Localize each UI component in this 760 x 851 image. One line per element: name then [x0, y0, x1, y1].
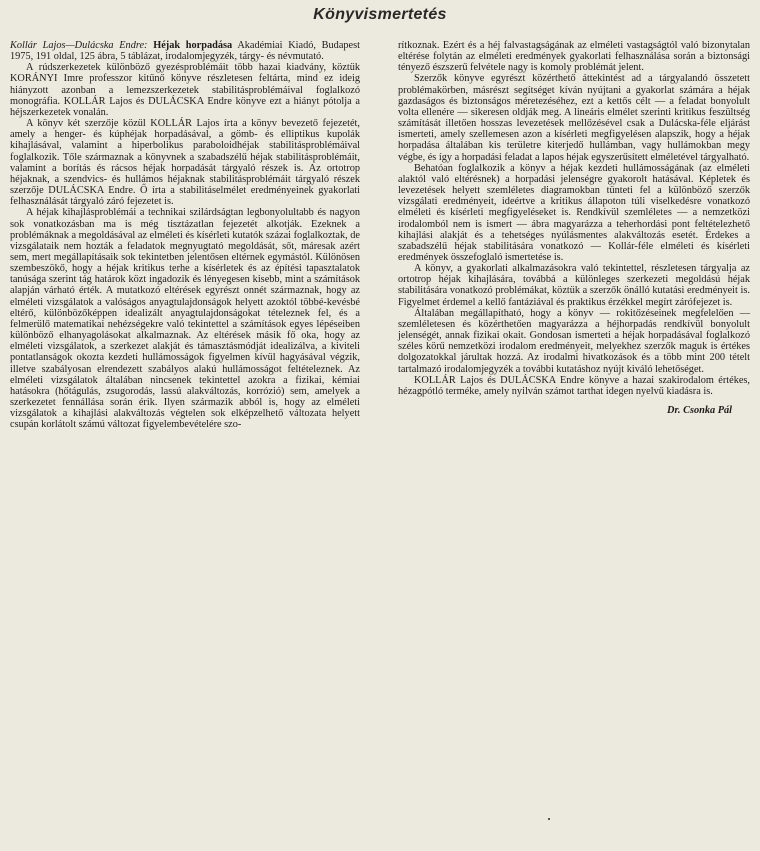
- print-speck: [548, 818, 550, 820]
- reference-authors: Kollár Lajos—Dulácska Endre:: [10, 40, 148, 51]
- left-column: [10, 40, 360, 430]
- paragraph: A könyv, a gyakorlati alkalmazásokra való tekintettel, részletesen tárgyalja az ortotrop héjak kihajlására, továbbá a különleges szerkezeti megoldású héjak stabilitására vonatkozó problémákat, köztük a szerzők önálló kutatási eredményeit is. Figyelmet érdemel a kellő fantáziával és praktikus érzékkel megírt zárófejezet is.: [398, 263, 750, 308]
- page-title: Könyvismertetés: [313, 6, 447, 23]
- book-reference: [10, 40, 360, 62]
- reference-details: Akadémiai Kiadó, Budapest 1975, 191 oldal, 125 ábra, 5 táblázat, irodalomjegyzék, tárgy- és névmutató.: [10, 40, 360, 63]
- paragraph: A könyv két szerzője közül KOLLÁR Lajos írta a könyv bevezető fejezetét, amely a henger- és kúphéjak horpadásával, a gömb- és elliptikus kupolák kihajlásával, valamint a hiperbolikus paraboloidhéjak stabilitásproblémáival foglalkozik. Tőle származnak a könyvnek a szabadszélű héjak stabilitásproblémáit, valamint a borítás és rácsos héjak horpadását tárgyaló részek is. Az ortotrop héjaknak, a szendvics- és hullámos héjaknak stabilitásproblémáit tárgyaló részek szerzője DULÁCSKA Endre. Ő írta a stabilitáselmélet eredményeinek gyakorlati felhasználását tárgyaló záró fejezetet is.: [10, 118, 360, 208]
- signature: Dr. Csonka Pál: [667, 405, 732, 416]
- paragraph: A rúdszerkezetek különböző gyezésproblémáit több hazai kiadvány, köztük KORÁNYI Imre professzor kitűnő könyve részletesen feltárta, mind ez ideig hiányzott azonban a lemezszerkezetek stabilitásproblémáival foglalkozó monográfia. KOLLÁR Lajos és DULÁCSKA Endre könyve ezt a hiányt pótolja a héjszerkezetek vonalán.: [10, 62, 360, 118]
- paragraph: rítkoznak. Ezért és a héj falvastagságának az elméleti vastagságtól való bizonytalan eltérése folytán az elméleti eredmények gyakorlati felhasználása során a biztonsági tényező észszerű felvétele nagy is komoly problémát jelent.: [398, 40, 750, 74]
- reference-book-title: Héjak horpadása: [153, 40, 233, 51]
- paragraph: Általában megállapítható, hogy a könyv — rokitőzéseinek megfelelően — szemléletesen és közérthetően magyarázza a héjhorpadás rendkívül bonyolult jelenségét, annak fizikai okait. Gondosan ismerteti a héjak horpadásával foglalkozó széles körű nemzetközi irodalom eredményeit, melyekhez szerzők maguk is értékes dolgozatokkal járultak hozzá. Az irodalmi hivatkozások és a több mint 200 tételt tartalmazó irodalomjegyzék a további kutatáshoz nyújt kiváló lehetőséget.: [398, 307, 750, 375]
- paragraph: A héjak kihajlásproblémái a technikai szilárdságtan legbonyolultabb és nagyon sok vonatkozásban ma is még tisztázatlan fejezetét alkotják. Ezeknek a problémáknak a megoldásával az elméleti és kísérleti kutatók százai foglalkoztak, de vizsgálataik nem hozták a feladatok megnyugtató megoldását, sőt, máresak azért sem, mert megállapításaik sok tekintetben jelentősen eltérnek egymástól. Különösen szembeszökő, hogy a héjak kritikus terhe a kísérletek és az építési tapasztalatok tanúsága szerint tág határok közt ingadozik és lényegesen kisebb, mint a számítások alapján várható érték. A mutatkozó eltérések egyrészt onnét származnak, hogy az elméleti vizsgálatok a valóságos anyagtulajdonságok helyett azoktól többé-kevésbé eltérő, különbözőképpen idealizált anyagtulajdonságokat tételeznek fel, és a felmerülő matematikai nehézségekre való tekintettel a számítások egyes lépéseiben különböző elhanyagolásokat alkalmaznak. Az eltérések másik fő oka, hogy az elméleti vizsgálatok, a szerkezet alakját és támasztásmódját idealizálva, a kiviteli pontatlanságok okozta kezdeti hullámosságok figyelmen kívül hagyásával végzik, illetve szabályosan elrendezett szabályos alakú hullámosságot feltételeznek. Az elméleti vizsgálatok általában nincsenek tekintettel azokra a fizikai, kémiai hatásokra (hőtágulás, zsugorodás, lassú alakváltozás, korrózió) sem, amelyek a szerkezetet fennállása során érik. Ilyen származik abból is, hogy az elméleti vizsgálatok a kihajlási alakváltozás végtelen sok elképzelhető változata helyett csupán korlátolt számú változat figyelembevételére szo-: [10, 207, 360, 431]
- paragraph: Szerzők könyve egyrészt közérthető áttekintést ad a tárgyalandó összetett problémakörben, másrészt segítséget kíván nyújtani a gyakorlat számára a héjak gazdaságos és biztonságos méretezéséhez, ezt a kettős célt — a feladat bonyolult volta ellenére — sikeresen oldják meg. A lineáris elmélet szerinti kritikus feszültség számítását illetően hosszas levezetések mellőzésével csak a Dulácska-féle eljárást ismerteti, amely szellemesen azon a kísérleti megfigyelésen alapszik, hogy a héjak horpadása általában kis területre kiterjedő hullámban, vagy hullámokban megy végbe, és így a horpadási feladat a lapos héjak egyszerűsített elméletével tárgyalható.: [398, 73, 750, 163]
- paragraph: KOLLÁR Lajos és DULÁCSKA Endre könyve a hazai szakirodalom értékes, hézagpótló terméke, amely nyilván számot tarthat idegen nyelvű kiadásra is.: [398, 374, 750, 397]
- right-column: [398, 40, 750, 416]
- paragraph: Behatóan foglalkozik a könyv a héjak kezdeti hullámosságának (az elméleti alaktól való eltérésnek) a horpadási jelenségre gyakorolt hatásával. Képletek és levezetések helyett szemléletes diagramokban tünteti fel a különböző szerzők vizsgálati eredményeit, ideértve a kritikus állapoton túli viselkedésre vonatkozó elméleti és kísérleti megfigyeléseket is. Rendkívül szemléletes — a nemzetközi irodalomból nem is ismert — ábra magyarázza a teherhordási pont feltételezhető kihajlási alakját és a tehetséges nyúlásmentes alakváltozás esetét. Érdekes a szabadszélű héjak stabilitására vonatkozó — Kollár-féle elméleti és kísérleti eredmények összefoglaló ismertetése is.: [398, 162, 750, 263]
